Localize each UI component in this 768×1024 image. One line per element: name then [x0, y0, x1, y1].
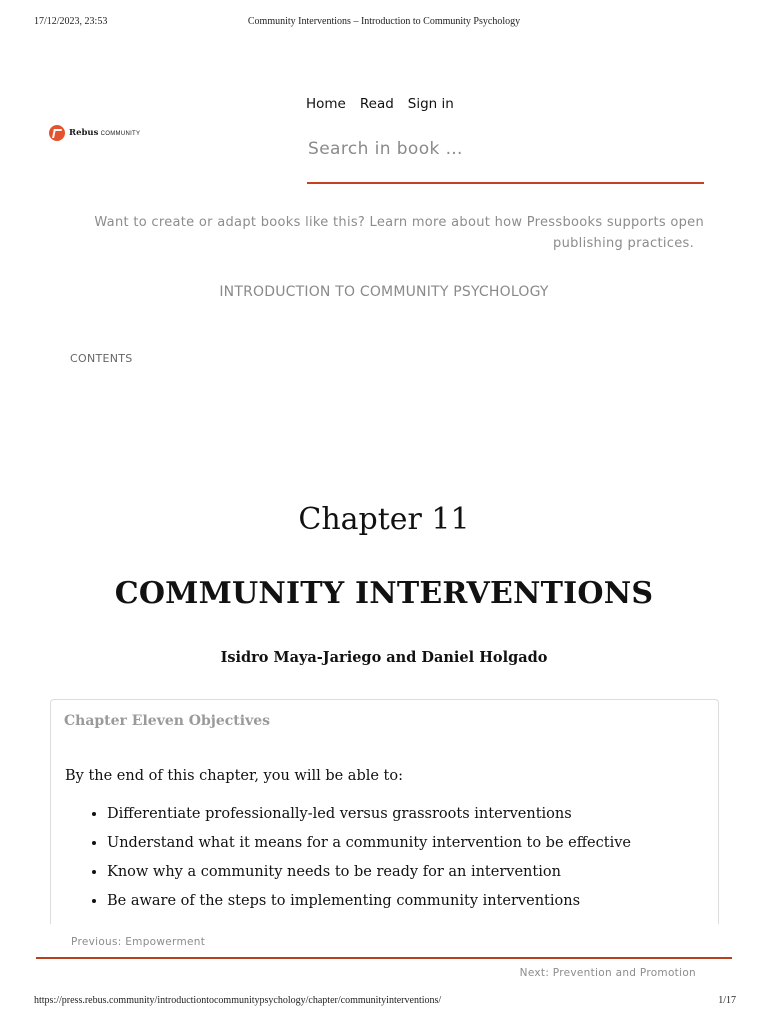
- objective-item: • Know why a community needs to be ready for an intervention: [107, 862, 707, 891]
- print-url: https://press.rebus.community/introductiontocommunitypsychology/chapter/communityinterventions/: [34, 995, 442, 1006]
- pressbooks-promo[interactable]: [60, 212, 704, 254]
- search-box: [307, 134, 704, 184]
- objectives-intro: By the end of this chapter, you will be able to:: [65, 768, 404, 784]
- promo-line-1: Want to create or adapt books like this? Learn more about how Pressbooks supports open: [94, 215, 704, 230]
- objectives-heading: Chapter Eleven Objectives: [64, 713, 270, 729]
- next-chapter-link[interactable]: Next: Prevention and Promotion: [519, 967, 696, 979]
- site-logo[interactable]: [49, 124, 140, 142]
- print-page-title: Community Interventions – Introduction to Community Psychology: [247, 16, 521, 27]
- nav-home-link[interactable]: Home: [306, 96, 346, 112]
- top-nav: [306, 96, 454, 112]
- objective-item: • Be aware of the steps to implementing community interventions: [107, 891, 707, 920]
- nav-sign-in-link[interactable]: Sign in: [407, 96, 454, 112]
- objectives-box: [50, 699, 719, 940]
- logo-text: [69, 128, 140, 138]
- search-input[interactable]: [307, 134, 698, 164]
- chapter-number: Chapter 11: [298, 502, 470, 537]
- promo-line-2: publishing practices.: [553, 236, 694, 251]
- pagination-divider: [36, 957, 732, 959]
- rebus-logo-icon: [49, 125, 65, 141]
- chapter-title: COMMUNITY INTERVENTIONS: [114, 576, 654, 611]
- print-datetime: 17/12/2023, 23:53: [34, 16, 108, 27]
- print-footer: [0, 995, 768, 1009]
- objective-item: • Differentiate professionally-led versus grassroots interventions: [107, 804, 707, 833]
- print-page-number: 1/17: [718, 995, 736, 1006]
- book-title-link[interactable]: INTRODUCTION TO COMMUNITY PSYCHOLOGY: [219, 284, 549, 300]
- logo-sub: COMMUNITY: [100, 131, 141, 137]
- contents-toggle[interactable]: CONTENTS: [70, 352, 133, 365]
- print-header: [0, 16, 768, 30]
- chapter-authors: Isidro Maya-Jariego and Daniel Holgado: [220, 649, 548, 666]
- previous-chapter-link[interactable]: Previous: Empowerment: [71, 936, 206, 948]
- nav-read-link[interactable]: Read: [359, 96, 394, 112]
- logo-brand: Rebus: [69, 128, 99, 138]
- objectives-list: [89, 804, 707, 920]
- objective-item: • Understand what it means for a community intervention to be effective: [107, 833, 707, 862]
